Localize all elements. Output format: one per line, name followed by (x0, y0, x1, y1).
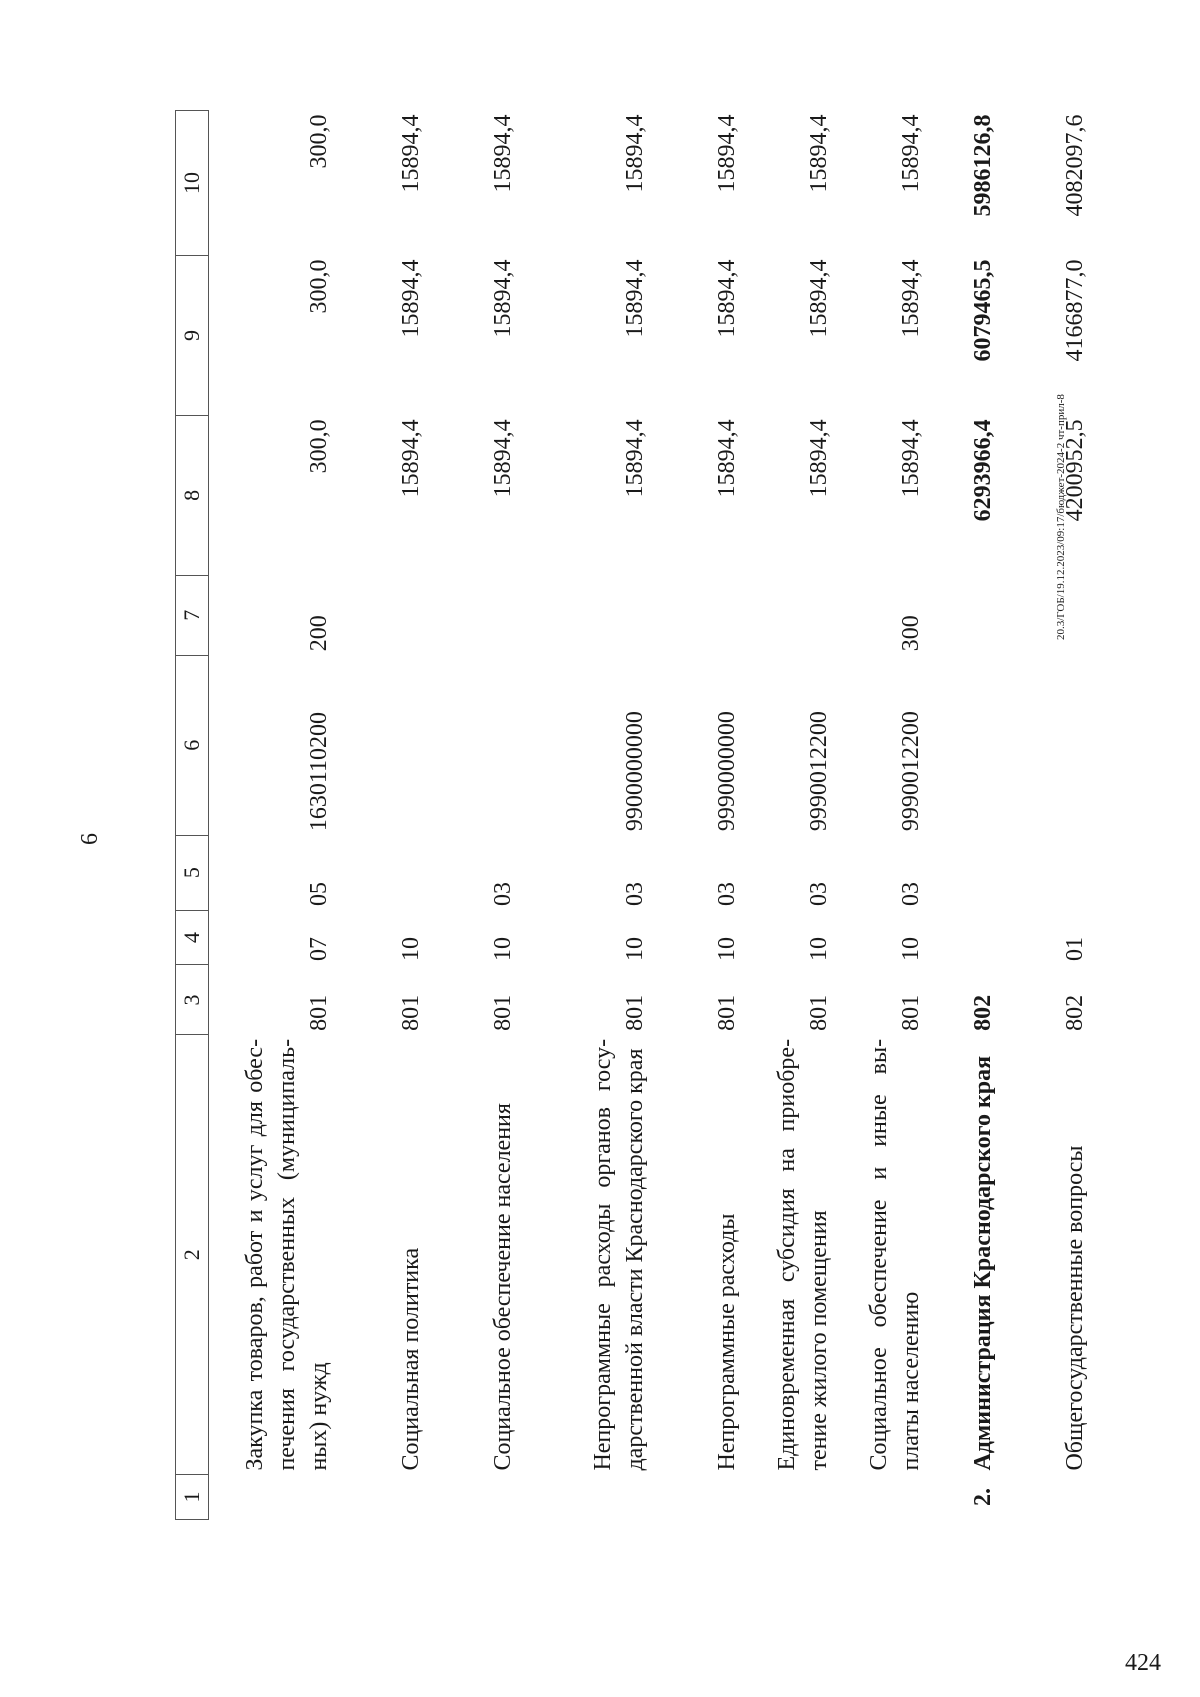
cell-subsection (933, 835, 1005, 910)
cell-amount-3: 15894,4 (398, 114, 424, 193)
col-header-2: 2 (176, 1035, 209, 1475)
cell-section: 10 (490, 936, 516, 961)
cell-amount-3: 15894,4 (806, 114, 832, 193)
cell-target: 9990012200 (806, 711, 832, 832)
cell-amount-3: 15894,4 (714, 114, 740, 193)
cell-amount-1: 15894,4 (622, 419, 648, 498)
cell-ved: 801 (622, 994, 648, 1031)
budget-table (175, 110, 1097, 1520)
cell-section: 10 (806, 936, 832, 961)
table-row-section-total (933, 111, 1005, 1520)
cell-subsection: 03 (898, 882, 924, 907)
row-index (841, 1475, 933, 1520)
row-index (209, 1475, 342, 1520)
row-index (1005, 1475, 1097, 1520)
table-row (209, 111, 342, 1520)
cell-type (1005, 575, 1097, 655)
row-index (433, 1475, 525, 1520)
cell-target (433, 655, 525, 835)
cell-amount-3: 300,0 (306, 114, 332, 169)
cell-subsection (1005, 835, 1097, 910)
cell-section (933, 910, 1005, 965)
row-name: Социальное обеспечение и иные вы-платы населению (866, 1038, 924, 1471)
cell-amount-2: 15894,4 (898, 259, 924, 338)
cell-amount-2: 4166877,0 (1062, 259, 1088, 362)
row-index (657, 1475, 749, 1520)
col-header-1: 1 (176, 1475, 209, 1520)
cell-amount-3: 4082097,6 (1062, 114, 1088, 217)
cell-amount-1: 6293966,4 (970, 419, 996, 522)
row-name: Администрация Краснодарского края (970, 1055, 996, 1471)
cell-target: 9990012200 (898, 711, 924, 832)
cell-subsection: 03 (714, 882, 740, 907)
cell-amount-3: 15894,4 (622, 114, 648, 193)
row-name: Закупка товаров, работ и услуг для обес-печения государственных (муниципаль-ных) нужд (242, 1038, 332, 1471)
cell-ved: 801 (306, 994, 332, 1031)
row-index (749, 1475, 841, 1520)
cell-amount-2: 6079465,5 (970, 259, 996, 362)
cell-subsection (341, 835, 433, 910)
cell-section: 01 (1062, 936, 1088, 961)
row-name: Непрограммные расходы (714, 1213, 740, 1471)
row-index: 2. (970, 1488, 996, 1507)
cell-subsection: 03 (622, 882, 648, 907)
col-header-9: 9 (176, 256, 209, 416)
cell-ved: 801 (398, 994, 424, 1031)
cell-section: 10 (622, 936, 648, 961)
col-header-3: 3 (176, 965, 209, 1035)
header-row (176, 111, 209, 1520)
cell-amount-1: 15894,4 (398, 419, 424, 498)
col-header-6: 6 (176, 655, 209, 835)
cell-amount-3: 15894,4 (898, 114, 924, 193)
cell-target (933, 655, 1005, 835)
cell-amount-1: 4200952,5 (1062, 419, 1088, 522)
cell-amount-1: 15894,4 (898, 419, 924, 498)
cell-amount-2: 15894,4 (806, 259, 832, 338)
cell-amount-2: 300,0 (306, 259, 332, 314)
cell-ved: 802 (1062, 994, 1088, 1031)
cell-amount-2: 15894,4 (490, 259, 516, 338)
cell-amount-3: 5986126,8 (970, 114, 996, 217)
table-row (1005, 111, 1097, 1520)
cell-type (657, 575, 749, 655)
cell-amount-2: 15894,4 (622, 259, 648, 338)
col-header-7: 7 (176, 575, 209, 655)
cell-type (525, 575, 657, 655)
row-name: Социальная политика (398, 1247, 424, 1471)
cell-type: 300 (898, 615, 924, 652)
cell-ved: 801 (898, 994, 924, 1031)
row-name: Социальное обеспечение населения (490, 1103, 516, 1471)
cell-amount-2: 15894,4 (714, 259, 740, 338)
table-row (525, 111, 657, 1520)
cell-ved: 801 (714, 994, 740, 1031)
cell-subsection: 05 (306, 882, 332, 907)
row-name: Непрограммные расходы органов госу-дарственной власти Краснодарского края (590, 1038, 648, 1471)
col-header-8: 8 (176, 415, 209, 575)
cell-amount-1: 300,0 (306, 419, 332, 474)
table-row (433, 111, 525, 1520)
cell-amount-1: 15894,4 (490, 419, 516, 498)
sheet-number: 6 (77, 833, 103, 845)
cell-amount-1: 15894,4 (806, 419, 832, 498)
row-name: Единовременная субсидия на приобре-тение жилого помещения (774, 1038, 832, 1471)
table-row (841, 111, 933, 1520)
cell-subsection: 03 (490, 882, 516, 907)
row-index (525, 1475, 657, 1520)
cell-target: 9990000000 (714, 711, 740, 832)
col-header-4: 4 (176, 910, 209, 965)
cell-target (341, 655, 433, 835)
row-name: Общегосударственные вопросы (1062, 1145, 1088, 1471)
cell-target: 9900000000 (622, 711, 648, 832)
cell-ved: 801 (490, 994, 516, 1031)
rotated-page-content (77, 80, 1088, 1520)
document-footer-code: 20.3/ГОБ/19.12.2023/09:17/бюджет-2024-2 чт-прил-8 (1055, 394, 1067, 640)
cell-amount-3: 15894,4 (490, 114, 516, 193)
cell-section: 10 (398, 936, 424, 961)
cell-ved: 801 (806, 994, 832, 1031)
cell-type (749, 575, 841, 655)
row-index (341, 1475, 433, 1520)
col-header-5: 5 (176, 835, 209, 910)
cell-section: 10 (714, 936, 740, 961)
cell-section: 10 (898, 936, 924, 961)
cell-type (933, 575, 1005, 655)
page-number: 424 (1125, 1650, 1161, 1676)
cell-target (1005, 655, 1097, 835)
cell-subsection: 03 (806, 882, 832, 907)
col-header-10: 10 (176, 111, 209, 256)
table-row (749, 111, 841, 1520)
cell-target: 1630110200 (306, 712, 332, 832)
cell-type (341, 575, 433, 655)
table-row (657, 111, 749, 1520)
cell-section: 07 (306, 936, 332, 961)
cell-type: 200 (306, 615, 332, 652)
cell-ved: 802 (970, 994, 996, 1031)
table-row (341, 111, 433, 1520)
cell-type (433, 575, 525, 655)
cell-amount-1: 15894,4 (714, 419, 740, 498)
cell-amount-2: 15894,4 (398, 259, 424, 338)
